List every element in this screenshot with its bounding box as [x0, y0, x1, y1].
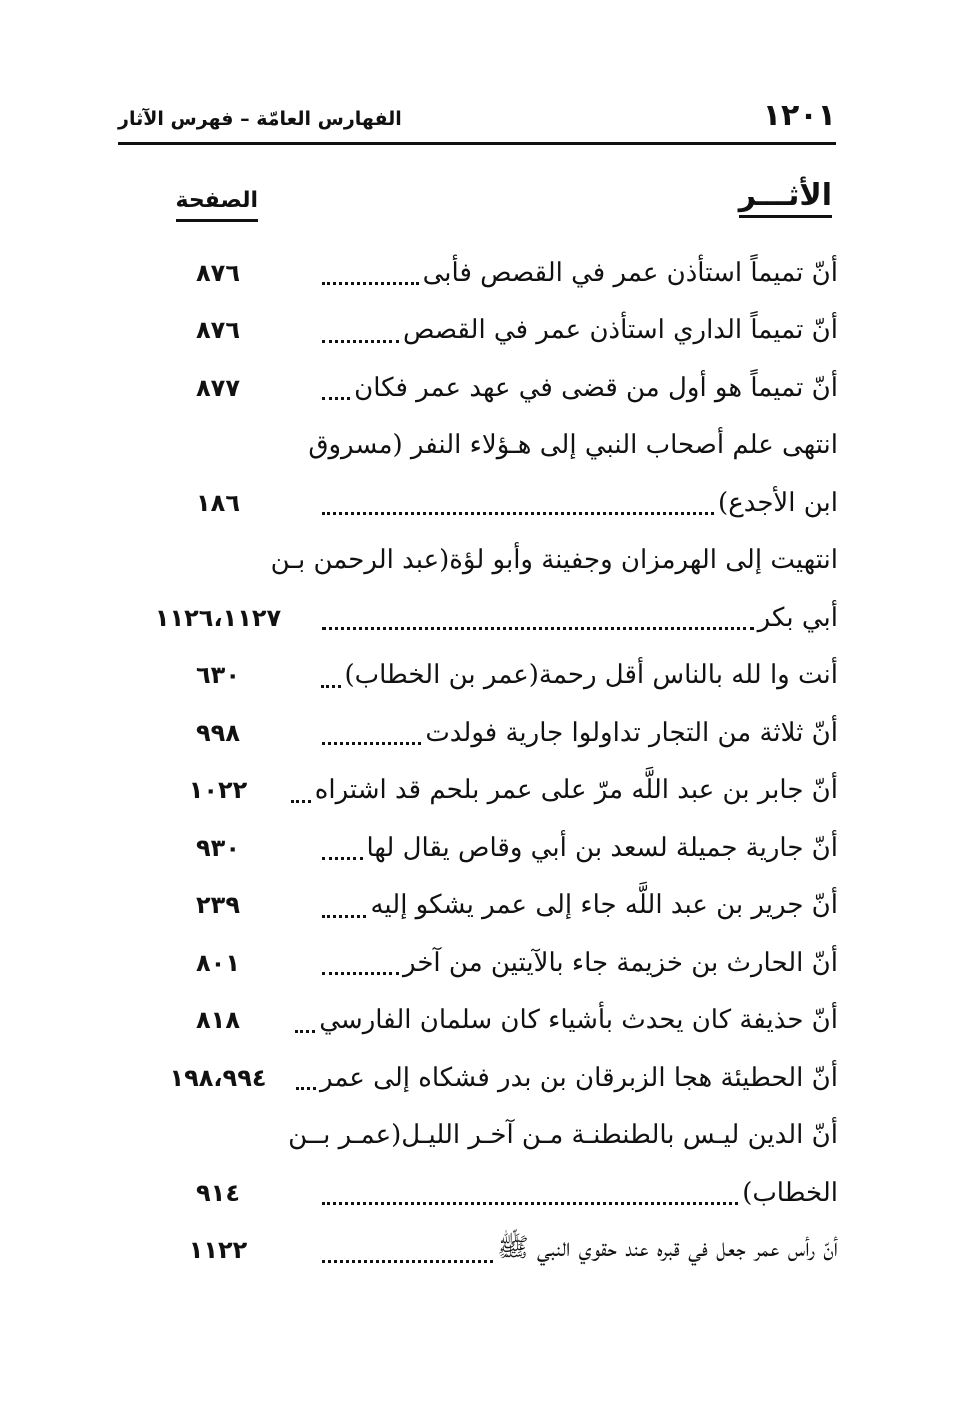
entry-text: أنّ رأس عمر جعل في قبره عند حقوي النبي ﷺ — [497, 1233, 838, 1264]
entry-text-zone — [318, 1005, 838, 1035]
entry-text: ابن الأجدع) — [718, 487, 838, 518]
entry-text: أنّ تميماً هو أول من قضى في عهد عمر فكان — [354, 372, 838, 403]
header-title: الفهارس العامّة – فهرس الآثار — [118, 108, 402, 130]
dot-leader — [322, 893, 366, 918]
index-entry-line — [118, 1049, 838, 1107]
index-entry-line — [118, 877, 838, 935]
header-rule — [118, 142, 836, 145]
index-entry-line — [118, 359, 838, 417]
dot-leader — [322, 318, 399, 343]
column-heading-page: الصفحة — [176, 188, 258, 222]
entry-text-zone — [318, 660, 838, 690]
entry-text-zone — [308, 430, 838, 461]
page-reference: ٨٧٦ — [196, 316, 240, 345]
entry-text-zone — [318, 603, 838, 633]
entry-text: أنّ جرير بن عبد اللَّه جاء إلى عمر يشكو إليه — [370, 890, 838, 921]
entry-text: الخطاب) — [742, 1177, 838, 1208]
index-entry-line — [118, 647, 838, 705]
entry-text-zone — [318, 948, 838, 978]
page-reference: ٢٣٩ — [196, 891, 240, 920]
entry-text: أنّ تميماً استأذن عمر في القصص فأبى — [422, 257, 838, 288]
page-reference: ١١٢٦،١١٢٧ — [154, 603, 282, 632]
index-entry-line — [118, 819, 838, 877]
dot-leader — [322, 490, 714, 515]
dot-leader — [322, 1180, 738, 1205]
index-entry-line — [118, 589, 838, 647]
index-entry-line — [118, 532, 838, 590]
entry-text: أنّ الحطيئة هجا الزبرقان بن بدر فشكاه إلى عمر — [320, 1062, 838, 1093]
page-reference: ١٠٢٢ — [188, 776, 248, 805]
page-reference: ١١٢٢ — [188, 1236, 248, 1265]
page-reference: ٦٣٠ — [196, 661, 240, 690]
dot-leader — [322, 1238, 493, 1263]
page-reference: ٨٠١ — [196, 948, 240, 977]
entry-text: أنّ حذيفة كان يحدث بأشياء كان سلمان الفارسي — [319, 1005, 838, 1036]
dot-leader — [322, 720, 421, 745]
dot-leader — [321, 663, 341, 688]
page-reference: ٨٧٧ — [196, 373, 240, 402]
entry-text-zone — [314, 775, 838, 806]
column-heading-athar: الأثـــر — [739, 178, 832, 218]
entry-text-zone — [270, 545, 838, 576]
page-reference: ١٨٦ — [196, 488, 240, 517]
entry-text-zone — [318, 1231, 838, 1269]
page-reference: ١٩٨،٩٩٤ — [169, 1063, 267, 1092]
index-entry-line — [118, 1107, 838, 1165]
dot-leader — [322, 950, 399, 975]
entry-text-zone — [318, 1178, 838, 1208]
entry-text: أبي بكر — [757, 602, 838, 633]
index-entry-line — [118, 302, 838, 360]
index-entry-line — [118, 1222, 838, 1280]
index-entry-line — [118, 417, 838, 475]
entry-text-zone — [318, 258, 838, 288]
index-entries — [118, 244, 838, 1279]
page-reference: ٩١٤ — [196, 1178, 240, 1207]
index-entry-line — [118, 244, 838, 302]
entry-text-zone — [288, 1120, 838, 1151]
page-reference: ٨١٨ — [196, 1006, 240, 1035]
entry-text: أنّ الحارث بن خزيمة جاء بالآيتين من آخر — [403, 947, 838, 978]
index-entry-line — [118, 1164, 838, 1222]
entry-text-zone — [318, 373, 838, 403]
entry-text: أنّ جارية جميلة لسعد بن أبي وقاص يقال لها — [366, 832, 838, 863]
dot-leader — [322, 260, 419, 285]
entry-text: أنّ تميماً الداري استأذن عمر في القصص — [402, 315, 838, 346]
dot-leader — [322, 835, 363, 860]
entry-text-zone — [318, 488, 838, 518]
running-header — [118, 96, 836, 140]
index-entry-line — [118, 704, 838, 762]
entry-text: أنّ جابر بن عبد اللَّه مرّ على عمر بلحم قد اشتراه — [314, 775, 838, 806]
dot-leader — [322, 605, 754, 630]
index-entry-line — [118, 762, 838, 820]
entry-text: أنت وا لله بالناس أقل رحمة(عمر بن الخطاب) — [344, 660, 838, 691]
page-reference: ٨٧٦ — [196, 258, 240, 287]
entry-text-zone — [318, 1063, 838, 1093]
entry-text: انتهى علم أصحاب النبي إلى هـؤلاء النفر (مسروق — [308, 430, 838, 461]
index-entry-line — [118, 474, 838, 532]
entry-text-zone — [318, 718, 838, 748]
dot-leader — [322, 375, 350, 400]
entry-text: أنّ الدين ليـس بالطنطنـة مـن آخـر الليـل(عمـر بــن — [288, 1120, 838, 1151]
page-reference: ٩٩٨ — [196, 718, 240, 747]
index-entry-line — [118, 934, 838, 992]
page-reference: ٩٣٠ — [196, 833, 240, 862]
entry-text: انتهيت إلى الهرمزان وجفينة وأبو لؤة(عبد الرحمن بـن — [270, 545, 838, 576]
entry-text-zone — [318, 315, 838, 345]
entry-text-zone — [318, 890, 838, 920]
entry-text-zone — [318, 833, 838, 863]
page-number: ١٢٠١ — [762, 98, 836, 133]
entry-text: أنّ ثلاثة من التجار تداولوا جارية فولدت — [425, 717, 838, 748]
index-entry-line — [118, 992, 838, 1050]
